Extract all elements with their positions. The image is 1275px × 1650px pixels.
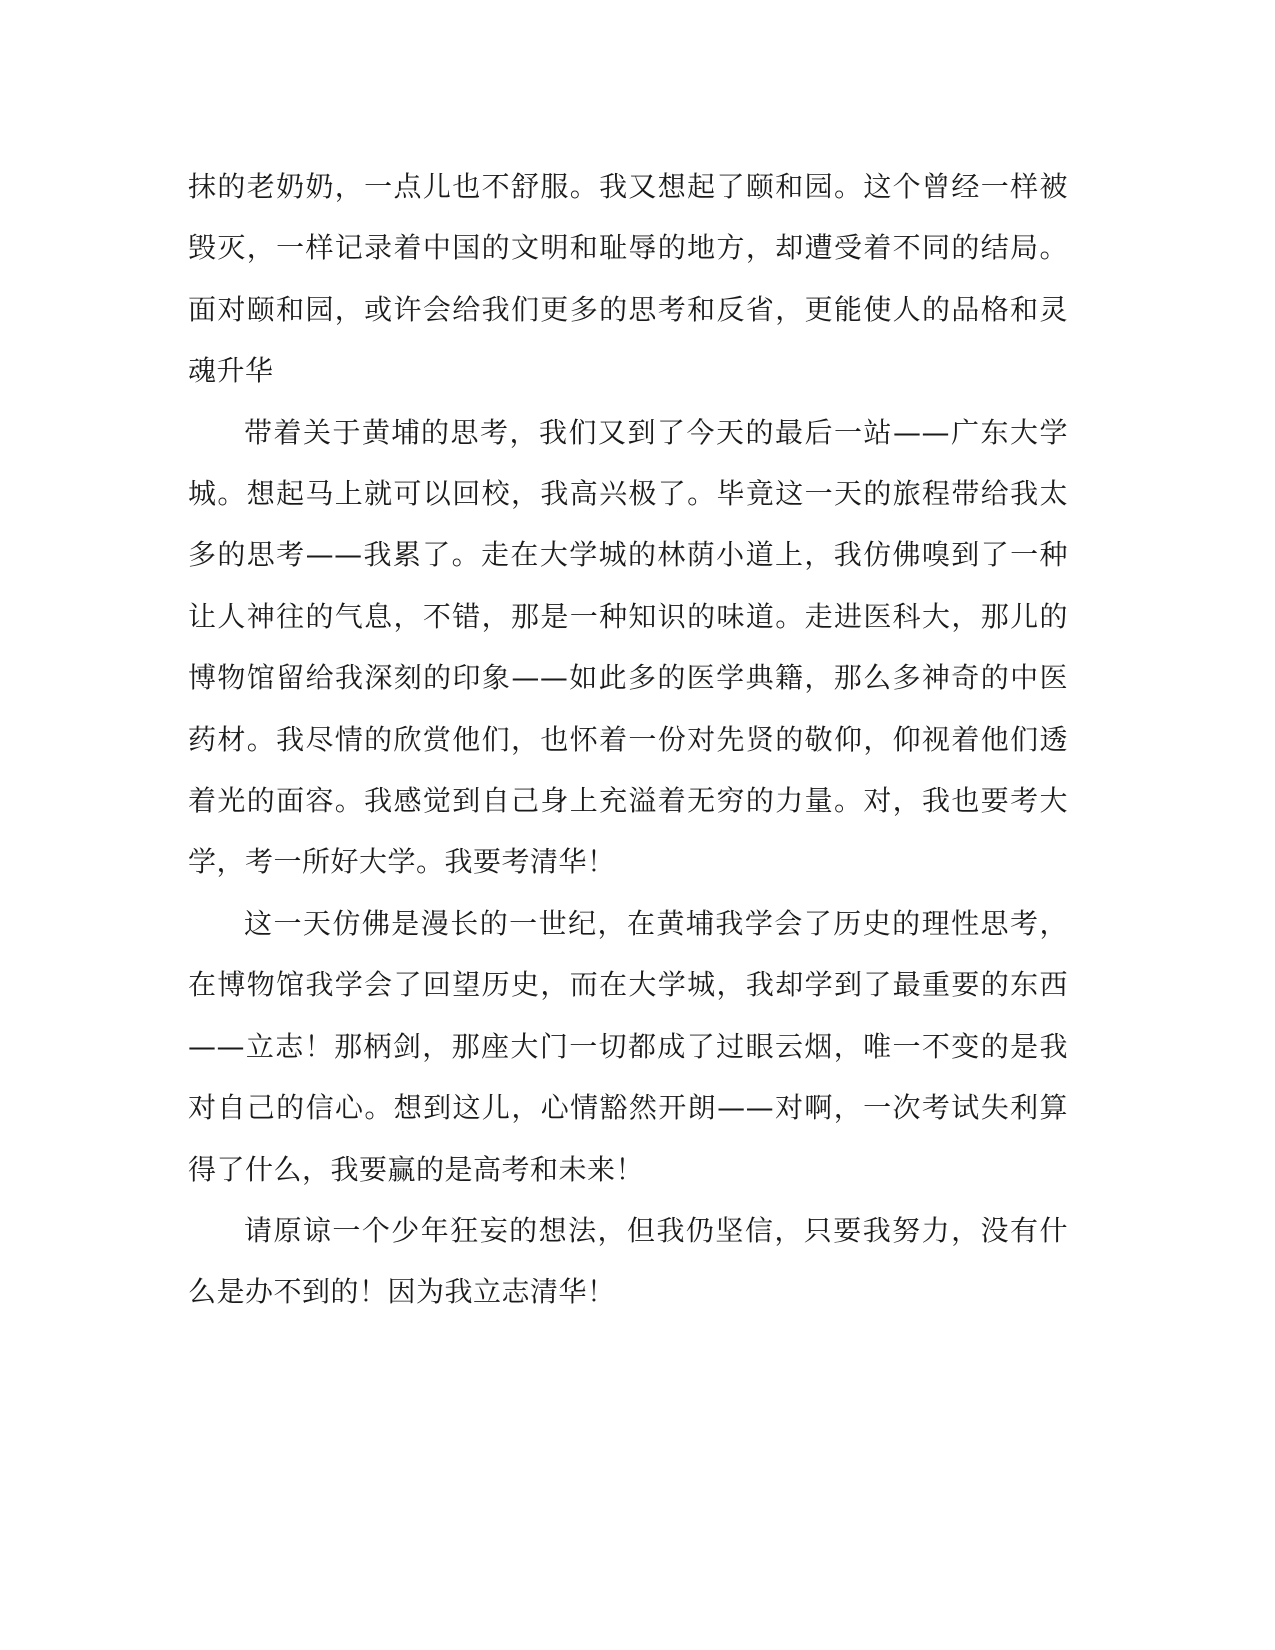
- document-body: [188, 156, 1068, 1323]
- paragraph-2: 带着关于黄埔的思考，我们又到了今天的最后一站——广东大学城。想起马上就可以回校，我高兴极了。毕竟这一天的旅程带给我太多的思考——我累了。走在大学城的林荫小道上，我仿佛嗅到了一种让人神往的气息，不错，那是一种知识的味道。走进医科大，那儿的博物馆留给我深刻的印象——如此多的医学典籍，那么多神奇的中医药材。我尽情的欣赏他们，也怀着一份对先贤的敬仰，仰视着他们透着光的面容。我感觉到自己身上充溢着无穷的力量。对，我也要考大学，考一所好大学。我要考清华！: [188, 415, 1068, 879]
- paragraph-1: 抹的老奶奶，一点儿也不舒服。我又想起了颐和园。这个曾经一样被毁灭，一样记录着中国的文明和耻辱的地方，却遭受着不同的结局。面对颐和园，或许会给我们更多的思考和反省，更能使人的品格和灵魂升华: [188, 170, 1068, 388]
- paragraph-3: 这一天仿佛是漫长的一世纪，在黄埔我学会了历史的理性思考，在博物馆我学会了回望历史，而在大学城，我却学到了最重要的东西——立志！那柄剑，那座大门一切都成了过眼云烟，唯一不变的是我对自己的信心。想到这儿，心情豁然开朗——对啊，一次考试失利算得了什么，我要赢的是高考和未来！: [188, 906, 1068, 1186]
- paragraph-4: 请原谅一个少年狂妄的想法，但我仍坚信，只要我努力，没有什么是办不到的！因为我立志清华！: [188, 1213, 1068, 1309]
